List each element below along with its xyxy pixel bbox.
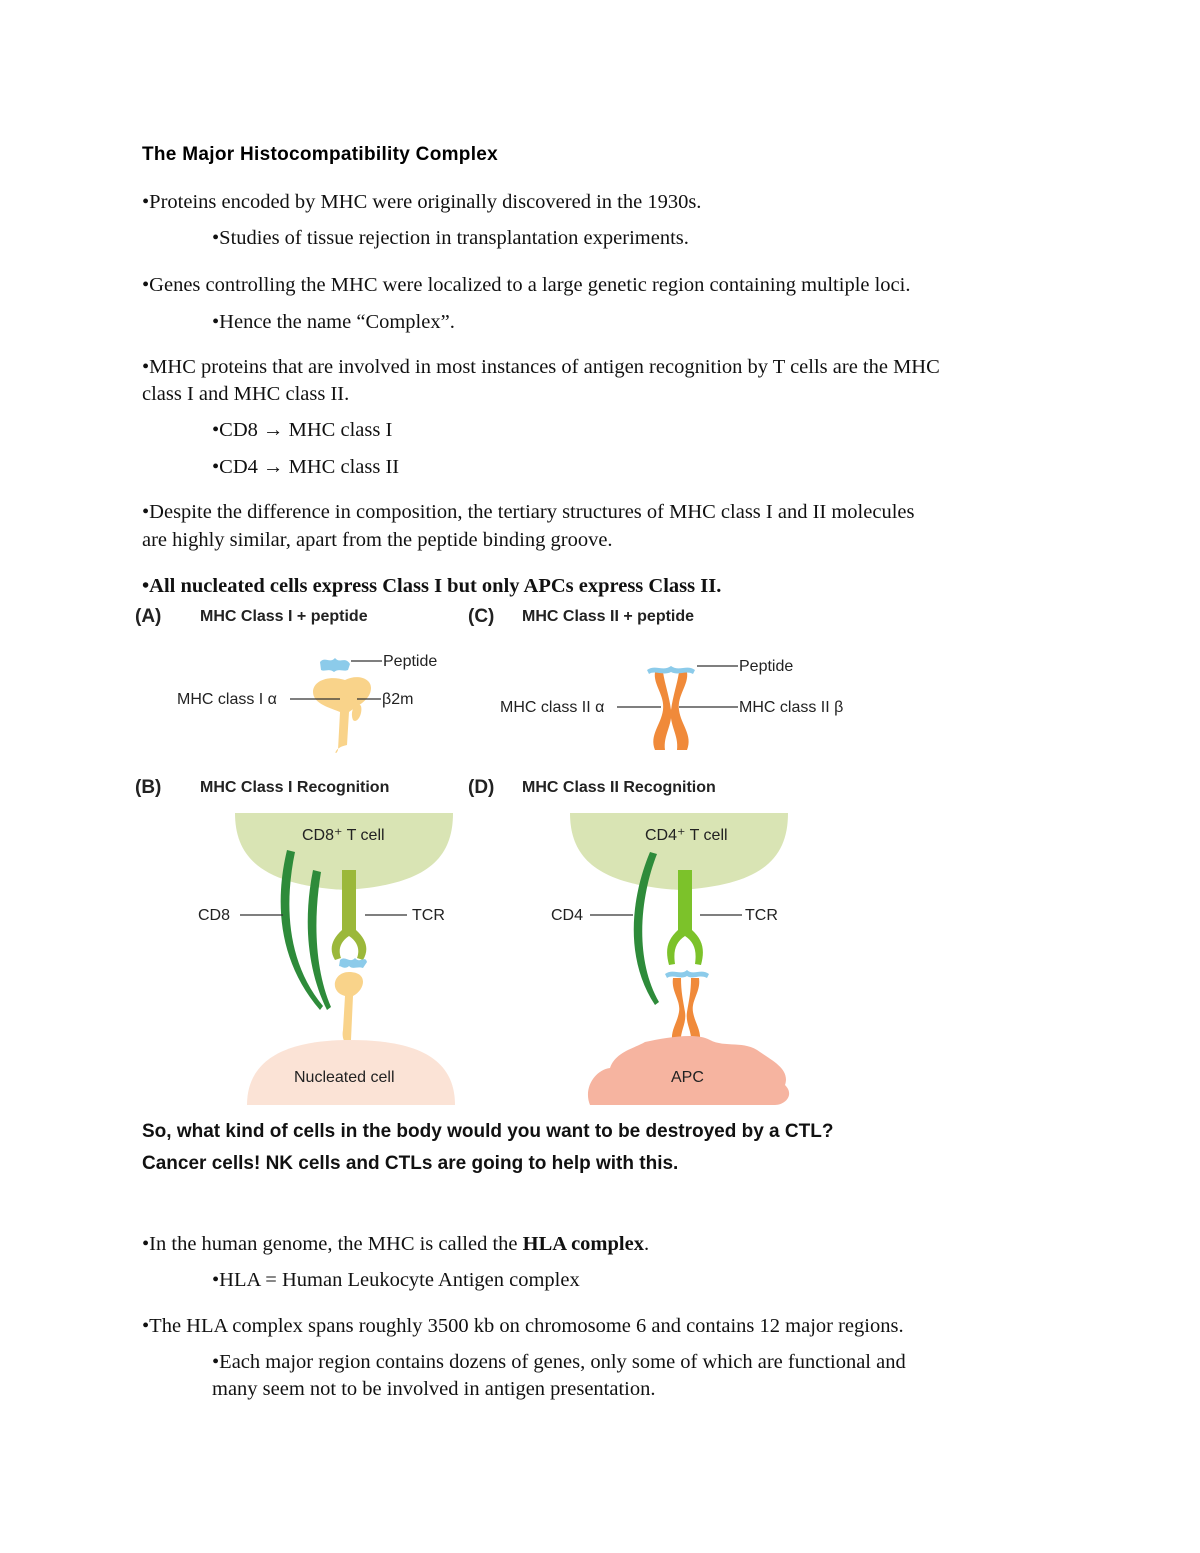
mhc-class-i-alpha-chain [313,677,371,753]
panel-d-target-label: APC [671,1069,704,1086]
bullet-5: •All nucleated cells express Class I but only APCs express Class II. [142,575,722,597]
bullet-1: •Proteins encoded by MHC were originally discovered in the 1930s. [142,191,702,213]
panel-c-peptide-label: Peptide [739,658,794,675]
page-title: The Major Histocompatibility Complex [142,144,499,165]
hla-bullet-2: •The HLA complex spans roughly 3500 kb on chromosome 6 and contains 12 major regions. [142,1315,904,1337]
hla-bullet-1-bold: HLA complex [522,1233,644,1255]
mhc-class-ii-beta-chain [671,672,689,750]
hla-bullet-1a: •HLA = Human Leukocyte Antigen complex [212,1269,580,1291]
mhc-i-presenting [335,972,363,1043]
peptide-a [320,658,350,672]
peptide-d [665,970,709,978]
mhc-ii-alpha-presenting [672,978,685,1045]
bullet-2: •Genes controlling the MHC were localized to a large genetic region containing multiple loci. [142,274,911,296]
mhc-class-i-molecule [313,658,371,753]
bullet-4-line1: •Despite the difference in composition, the tertiary structures of MHC class I and II molecules [142,501,915,523]
panel-c-beta-label: MHC class II β [739,699,844,716]
panel-d-heading: MHC Class II Recognition [522,779,716,796]
panel-d-letter: (D) [468,777,495,798]
bullet-1a: •Studies of tissue rejection in transplantation experiments. [212,227,689,249]
panel-c-alpha-label: MHC class II α [500,699,605,716]
mhc-ii-beta-presenting [687,978,700,1045]
panel-c-heading: MHC Class II + peptide [522,608,695,625]
hla-bullet-2a-line2: many seem not to be involved in antigen presentation. [212,1378,656,1400]
panel-b-target-label: Nucleated cell [294,1069,395,1086]
hla-bullet-1-prefix: •In the human genome, the MHC is called the [142,1233,523,1255]
bullet-3-line1: •MHC proteins that are involved in most instances of antigen recognition by T cells are the MHC [142,356,940,378]
panel-b-heading: MHC Class I Recognition [200,779,390,796]
mhc-class-ii-molecule [647,666,695,750]
peptide-c [647,666,695,674]
bullet-3b: •CD4 → MHC class II [212,456,400,478]
bullet-3a: •CD8 → MHC class I [212,419,393,441]
peptide-b [339,958,367,968]
panel-b-letter: (B) [135,777,162,798]
panel-c-letter: (C) [468,606,495,627]
panel-a-alpha-label: MHC class I α [177,691,277,708]
panel-b-coreceptor-label: CD8 [198,907,231,924]
mhc-class-ii-alpha-chain [653,672,671,750]
cd8-chain-2 [308,870,331,1010]
bullet-3-line2: class I and MHC class II. [142,383,350,405]
mhc-figure [135,600,865,1110]
hla-bullet-2a-line1: •Each major region contains dozens of genes, only some of which are functional and [212,1351,906,1373]
panel-b-tcr-label: TCR [412,907,445,924]
panel-a-heading: MHC Class I + peptide [200,608,368,625]
hla-bullet-1 [142,1233,649,1256]
answer-text: Cancer cells! NK cells and CTLs are going to help with this. [142,1153,679,1174]
panel-d-coreceptor-label: CD4 [551,907,584,924]
panel-a-letter: (A) [135,606,162,627]
hla-bullet-1-suffix: . [643,1233,650,1255]
bullet-2a: •Hence the name “Complex”. [212,311,455,333]
panel-d-tcell-label: CD4⁺ T cell [645,827,728,844]
panel-a-peptide-label: Peptide [383,653,438,670]
panel-d-tcr-label: TCR [745,907,778,924]
panel-b-tcell-label: CD8⁺ T cell [302,827,385,844]
question-text: So, what kind of cells in the body would you want to be destroyed by a CTL? [142,1121,834,1142]
panel-a-b2m-label: β2m [382,691,414,708]
bullet-4-line2: are highly similar, apart from the peptide binding groove. [142,529,613,551]
